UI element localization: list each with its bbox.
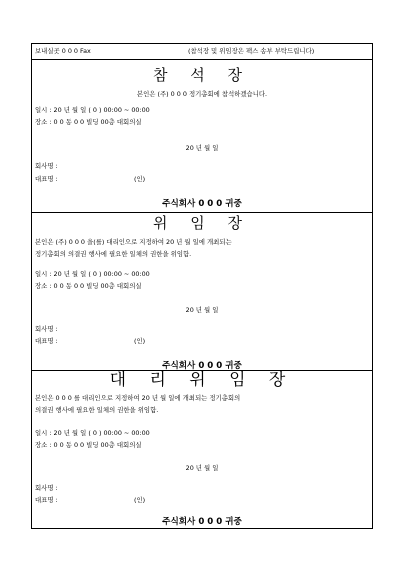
proxy-rep-label: 대표명 : <box>35 337 58 345</box>
header-divider <box>32 59 372 60</box>
agent-addressee: 주식회사 0 0 0 귀중 <box>162 517 242 527</box>
proxy-date-line: 일시 : 20 년 월 일 ( 0 ) 00:00 ~ 00:00 <box>35 270 150 278</box>
attendance-company-label: 회사명 : <box>35 162 58 170</box>
fax-note: (참석장 및 위임장은 팩스 송부 부탁드립니다) <box>188 47 315 55</box>
attendance-sign-date: 20 년 월 일 <box>185 144 219 152</box>
proxy-seal: (인) <box>134 337 146 345</box>
attendance-rep-label: 대표명 : <box>35 175 58 183</box>
agent-company-label: 회사명 : <box>35 484 58 492</box>
agent-statement-line-1: 본인은 0 0 0 를 대리인으로 지정하여 20 년 월 일에 개최되는 정기총회의 <box>35 394 241 402</box>
attendance-date-line: 일시 : 20 년 월 일 ( 0 ) 00:00 ~ 00:00 <box>35 106 150 114</box>
attendance-addressee: 주식회사 0 0 0 귀중 <box>162 199 242 209</box>
attendance-statement: 본인은 (주) 0 0 0 정기총회에 참석하겠습니다. <box>136 90 268 98</box>
proxy-company-label: 회사명 : <box>35 325 58 333</box>
proxy-title: 위 임 장 <box>152 214 251 232</box>
agent-rep-label: 대표명 : <box>35 496 58 504</box>
fax-recipient: 보내실곳 0 0 0 Fax <box>35 47 91 55</box>
agent-statement-line-2: 의결권 행사에 필요한 일체의 권한을 위임함. <box>35 406 159 414</box>
proxy-sign-date: 20 년 월 일 <box>185 306 219 314</box>
agent-sign-date: 20 년 월 일 <box>185 464 219 472</box>
attendance-divider <box>32 212 372 213</box>
agent-place-line: 장소 : 0 0 동 0 0 빌딩 00층 대회의실 <box>35 441 142 449</box>
document-sheet <box>31 43 373 529</box>
agent-seal: (인) <box>134 496 146 504</box>
proxy-addressee: 주식회사 0 0 0 귀중 <box>162 361 242 371</box>
agent-title: 대 리 위 임 장 <box>109 370 295 390</box>
attendance-place-line: 장소 : 0 0 동 0 0 빌딩 00층 대회의실 <box>35 118 142 126</box>
agent-date-line: 일시 : 20 년 월 일 ( 0 ) 00:00 ~ 00:00 <box>35 429 150 437</box>
proxy-statement-line-1: 본인은 (주) 0 0 0 을(를) 대리인으로 지정하여 20 년 월 일에 개최되는 <box>35 238 232 246</box>
attendance-seal: (인) <box>134 175 146 183</box>
attendance-title: 참 석 장 <box>152 66 251 84</box>
proxy-place-line: 장소 : 0 0 동 0 0 빌딩 00층 대회의실 <box>35 282 142 290</box>
proxy-statement-line-2: 정기총회의 의결권 행사에 필요한 일체의 권한을 위임함. <box>35 250 192 258</box>
